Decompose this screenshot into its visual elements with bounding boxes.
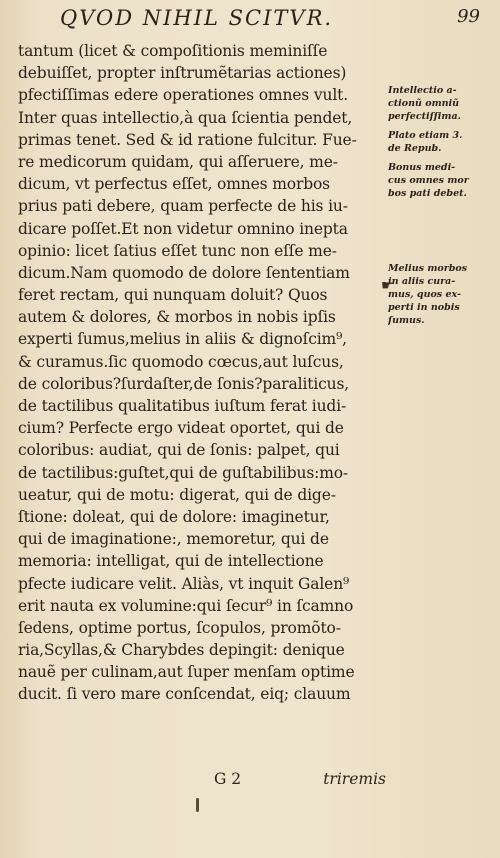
text-line: coloribus: audiat, qui de ſonis: palpet, qui [18,441,340,460]
margin-note-line: cus omnes mor [388,175,469,186]
page-header [60,6,480,40]
running-head: QVOD NIHIL SCITVR. [60,6,334,30]
text-line: re medicorum quidam, qui aſſeruere, me- [18,152,338,171]
page-number: 99 [457,6,480,27]
page-footer [18,770,386,794]
margin-notes [388,84,498,327]
margin-note-line: perfectiſſima. [388,111,461,122]
catchword: triremis [323,770,386,788]
text-line: pfectiſſimas edere operationes omnes vult. [18,86,348,105]
text-line: nauẽ per culinam,aut ſuper menſam optime [18,663,355,682]
text-line: opinio: licet ſatius eſſet tunc non eſſe me- [18,241,337,260]
margin-note-line: in aliis cura- [388,276,456,287]
text-line: qui de imaginatione:, memoretur, qui de [18,530,329,549]
margin-note-melius [388,262,498,327]
margin-note-line: mus, quos ex- [388,289,461,300]
margin-note-line: Plato etiam 3. [388,130,463,141]
text-line: tantum (licet & compoſitionis meminiſſe [18,42,328,60]
text-line: memoria: intelligat, qui de intellectione [18,552,324,571]
text-line: primas tenet. Sed & id ratione fulcitur. Fue- [18,130,357,149]
margin-note-line: ctionũ omniũ [388,98,460,109]
text-line: ſtione: doleat, qui de dolore: imaginetur, [18,507,330,526]
margin-note-line: de Repub. [388,143,442,154]
margin-note-line: perti in nobis [388,302,460,313]
text-line: prius pati debere, quam perfecte de his iu- [18,197,348,216]
text-line: dicare poſſet.Et non videtur omnino inepta [18,219,348,238]
text-line: ſedens, optime portus, ſcopulos, promõto- [18,618,341,637]
text-line: Inter quas intellectio,à qua ſcientia pendet, [18,108,353,127]
ink-mark [196,798,199,812]
text-line: ueatur, qui de motu: digerat, qui de dige- [18,485,336,504]
margin-note-plato [388,129,498,155]
text-line: de tactilibus:guſtet,qui de guſtabilibus:mo- [18,463,349,482]
margin-note-line: ſumus. [388,315,425,326]
text-line: de tactilibus qualitatibus iuſtum ferat iudi- [18,397,347,415]
margin-note-line: Intellectio a- [388,85,457,96]
margin-note-bonus-medicus [388,161,498,200]
text-line: de coloribus?ſurdaſter,de ſonis?paraliticus, [18,374,350,393]
text-line: pfecte iudicare velit. Aliàs, vt inquit Galen⁹ [18,574,350,593]
text-line: ducit. ſi vero mare conſcendat, eiq; clauum [18,685,351,704]
main-text-column [18,40,386,706]
margin-note-line: bos pati debet. [388,188,467,199]
margin-note-line: Bonus medi- [388,162,456,173]
text-line: experti ſumus,melius in aliis & dignoſcim⁹, [18,330,347,349]
text-line: cium? Perfecte ergo videat oportet, qui de [18,419,344,438]
text-line: ria,Scyllas,& Charybdes depingit: denique [18,641,345,660]
text-line: dicum, vt perfectus eſſet, omnes morbos [18,175,330,194]
signature-mark: G 2 [214,770,242,788]
text-line: autem & dolores, & morbos in nobis ipſis [18,308,336,327]
text-line: feret rectam, qui nunquam doluit? Quos [18,286,328,305]
text-line: dicum.Nam quomodo de dolore ſententiam [18,263,350,282]
text-line: & curamus.ſic quomodo cœcus,aut luſcus, [18,352,344,371]
margin-note-line: Melius morbos [388,263,468,274]
text-line: debuiſſet, propter inſtrumẽtarias actiones) [18,64,347,83]
margin-note-intellectio [388,84,498,123]
text-line: erit nauta ex volumine:qui ſecur⁹ in ſcamno [18,596,354,615]
manicule-icon: ☛ [381,278,394,294]
